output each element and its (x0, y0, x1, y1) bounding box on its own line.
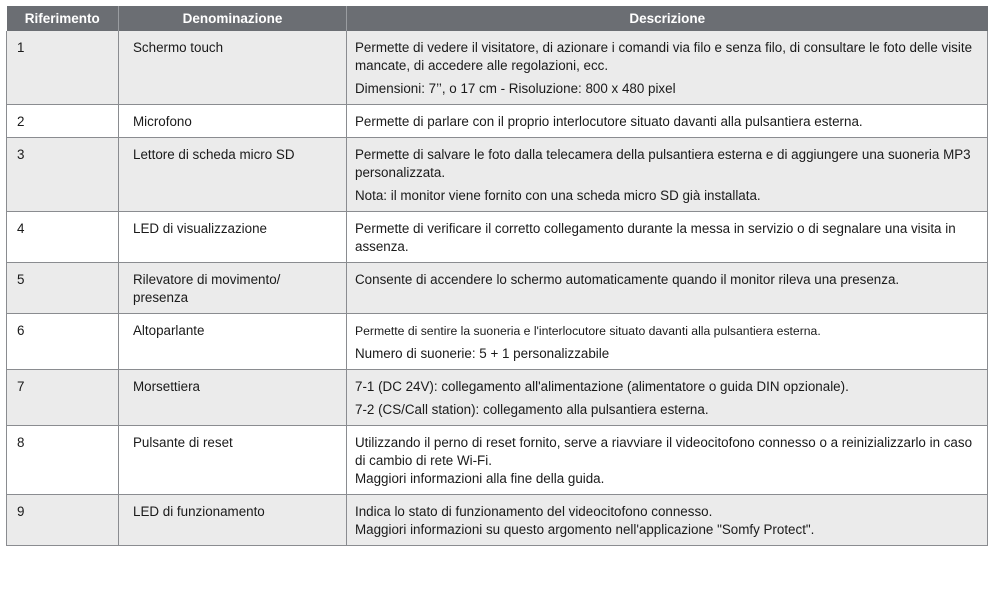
table-row (7, 263, 988, 314)
cell-desc (347, 426, 988, 495)
desc-line: Indica lo stato di funzionamento del videocitofono connesso. (355, 504, 713, 519)
components-table (6, 6, 988, 546)
cell-ref: 9 (7, 495, 119, 546)
table-row (7, 138, 988, 212)
table-row (7, 314, 988, 370)
cell-desc (347, 105, 988, 138)
cell-ref: 1 (7, 31, 119, 105)
cell-name: Lettore di scheda micro SD (119, 138, 347, 212)
cell-desc (347, 212, 988, 263)
desc-line: Permette di vedere il visitatore, di azionare i comandi via filo e senza filo, di consultare le foto delle visite mancate, di accedere alle regolazioni, ecc. (355, 40, 973, 73)
header-description: Descrizione (347, 6, 988, 31)
desc-line: Maggiori informazioni su questo argomento nell'applicazione "Somfy Protect". (355, 522, 815, 537)
desc-line: 7-2 (CS/Call station): collegamento alla pulsantiera esterna. (355, 402, 709, 417)
desc-line: 7-1 (DC 24V): collegamento all'alimentazione (alimentatore o guida DIN opzionale). (355, 379, 849, 394)
table-row (7, 31, 988, 105)
cell-name: Morsettiera (119, 370, 347, 426)
table-row (7, 495, 988, 546)
desc-line: Permette di sentire la suoneria e l'interlocutore situato davanti alla pulsantiera esterna. (355, 324, 821, 338)
cell-desc (347, 31, 988, 105)
table-row (7, 212, 988, 263)
cell-ref: 3 (7, 138, 119, 212)
table-row (7, 370, 988, 426)
cell-ref: 4 (7, 212, 119, 263)
cell-name: LED di funzionamento (119, 495, 347, 546)
cell-desc (347, 263, 988, 314)
table-row (7, 426, 988, 495)
desc-line: Consente di accendere lo schermo automaticamente quando il monitor rileva una presenza. (355, 272, 900, 287)
cell-desc (347, 370, 988, 426)
desc-line: Utilizzando il perno di reset fornito, serve a riavviare il videocitofono connesso o a reinizializzarlo in caso di cambio di rete Wi-Fi. (355, 435, 973, 468)
desc-line: Numero di suonerie: 5 + 1 personalizzabile (355, 346, 610, 361)
cell-ref: 2 (7, 105, 119, 138)
cell-ref: 5 (7, 263, 119, 314)
table-row (7, 105, 988, 138)
cell-ref: 7 (7, 370, 119, 426)
desc-line: Permette di verificare il corretto collegamento durante la messa in servizio o di segnalare una visita in assenza. (355, 221, 956, 254)
cell-name: LED di visualizzazione (119, 212, 347, 263)
cell-name: Microfono (119, 105, 347, 138)
cell-ref: 8 (7, 426, 119, 495)
cell-desc (347, 495, 988, 546)
cell-name: Altoparlante (119, 314, 347, 370)
header-row (7, 6, 988, 31)
header-reference: Riferimento (7, 6, 119, 31)
desc-line: Nota: il monitor viene fornito con una scheda micro SD già installata. (355, 188, 761, 203)
desc-line: Dimensioni: 7’’, o 17 cm - Risoluzione: 800 x 480 pixel (355, 81, 676, 96)
cell-name: Schermo touch (119, 31, 347, 105)
desc-line: Maggiori informazioni alla fine della guida. (355, 471, 605, 486)
desc-line: Permette di salvare le foto dalla telecamera della pulsantiera esterna e di aggiungere una suoneria MP3 personalizzata. (355, 147, 971, 180)
cell-name: Pulsante di reset (119, 426, 347, 495)
cell-desc (347, 138, 988, 212)
cell-desc (347, 314, 988, 370)
header-name: Denominazione (119, 6, 347, 31)
desc-line: Permette di parlare con il proprio interlocutore situato davanti alla pulsantiera esterna. (355, 114, 863, 129)
cell-ref: 6 (7, 314, 119, 370)
cell-name: Rilevatore di movimento/ presenza (119, 263, 347, 314)
